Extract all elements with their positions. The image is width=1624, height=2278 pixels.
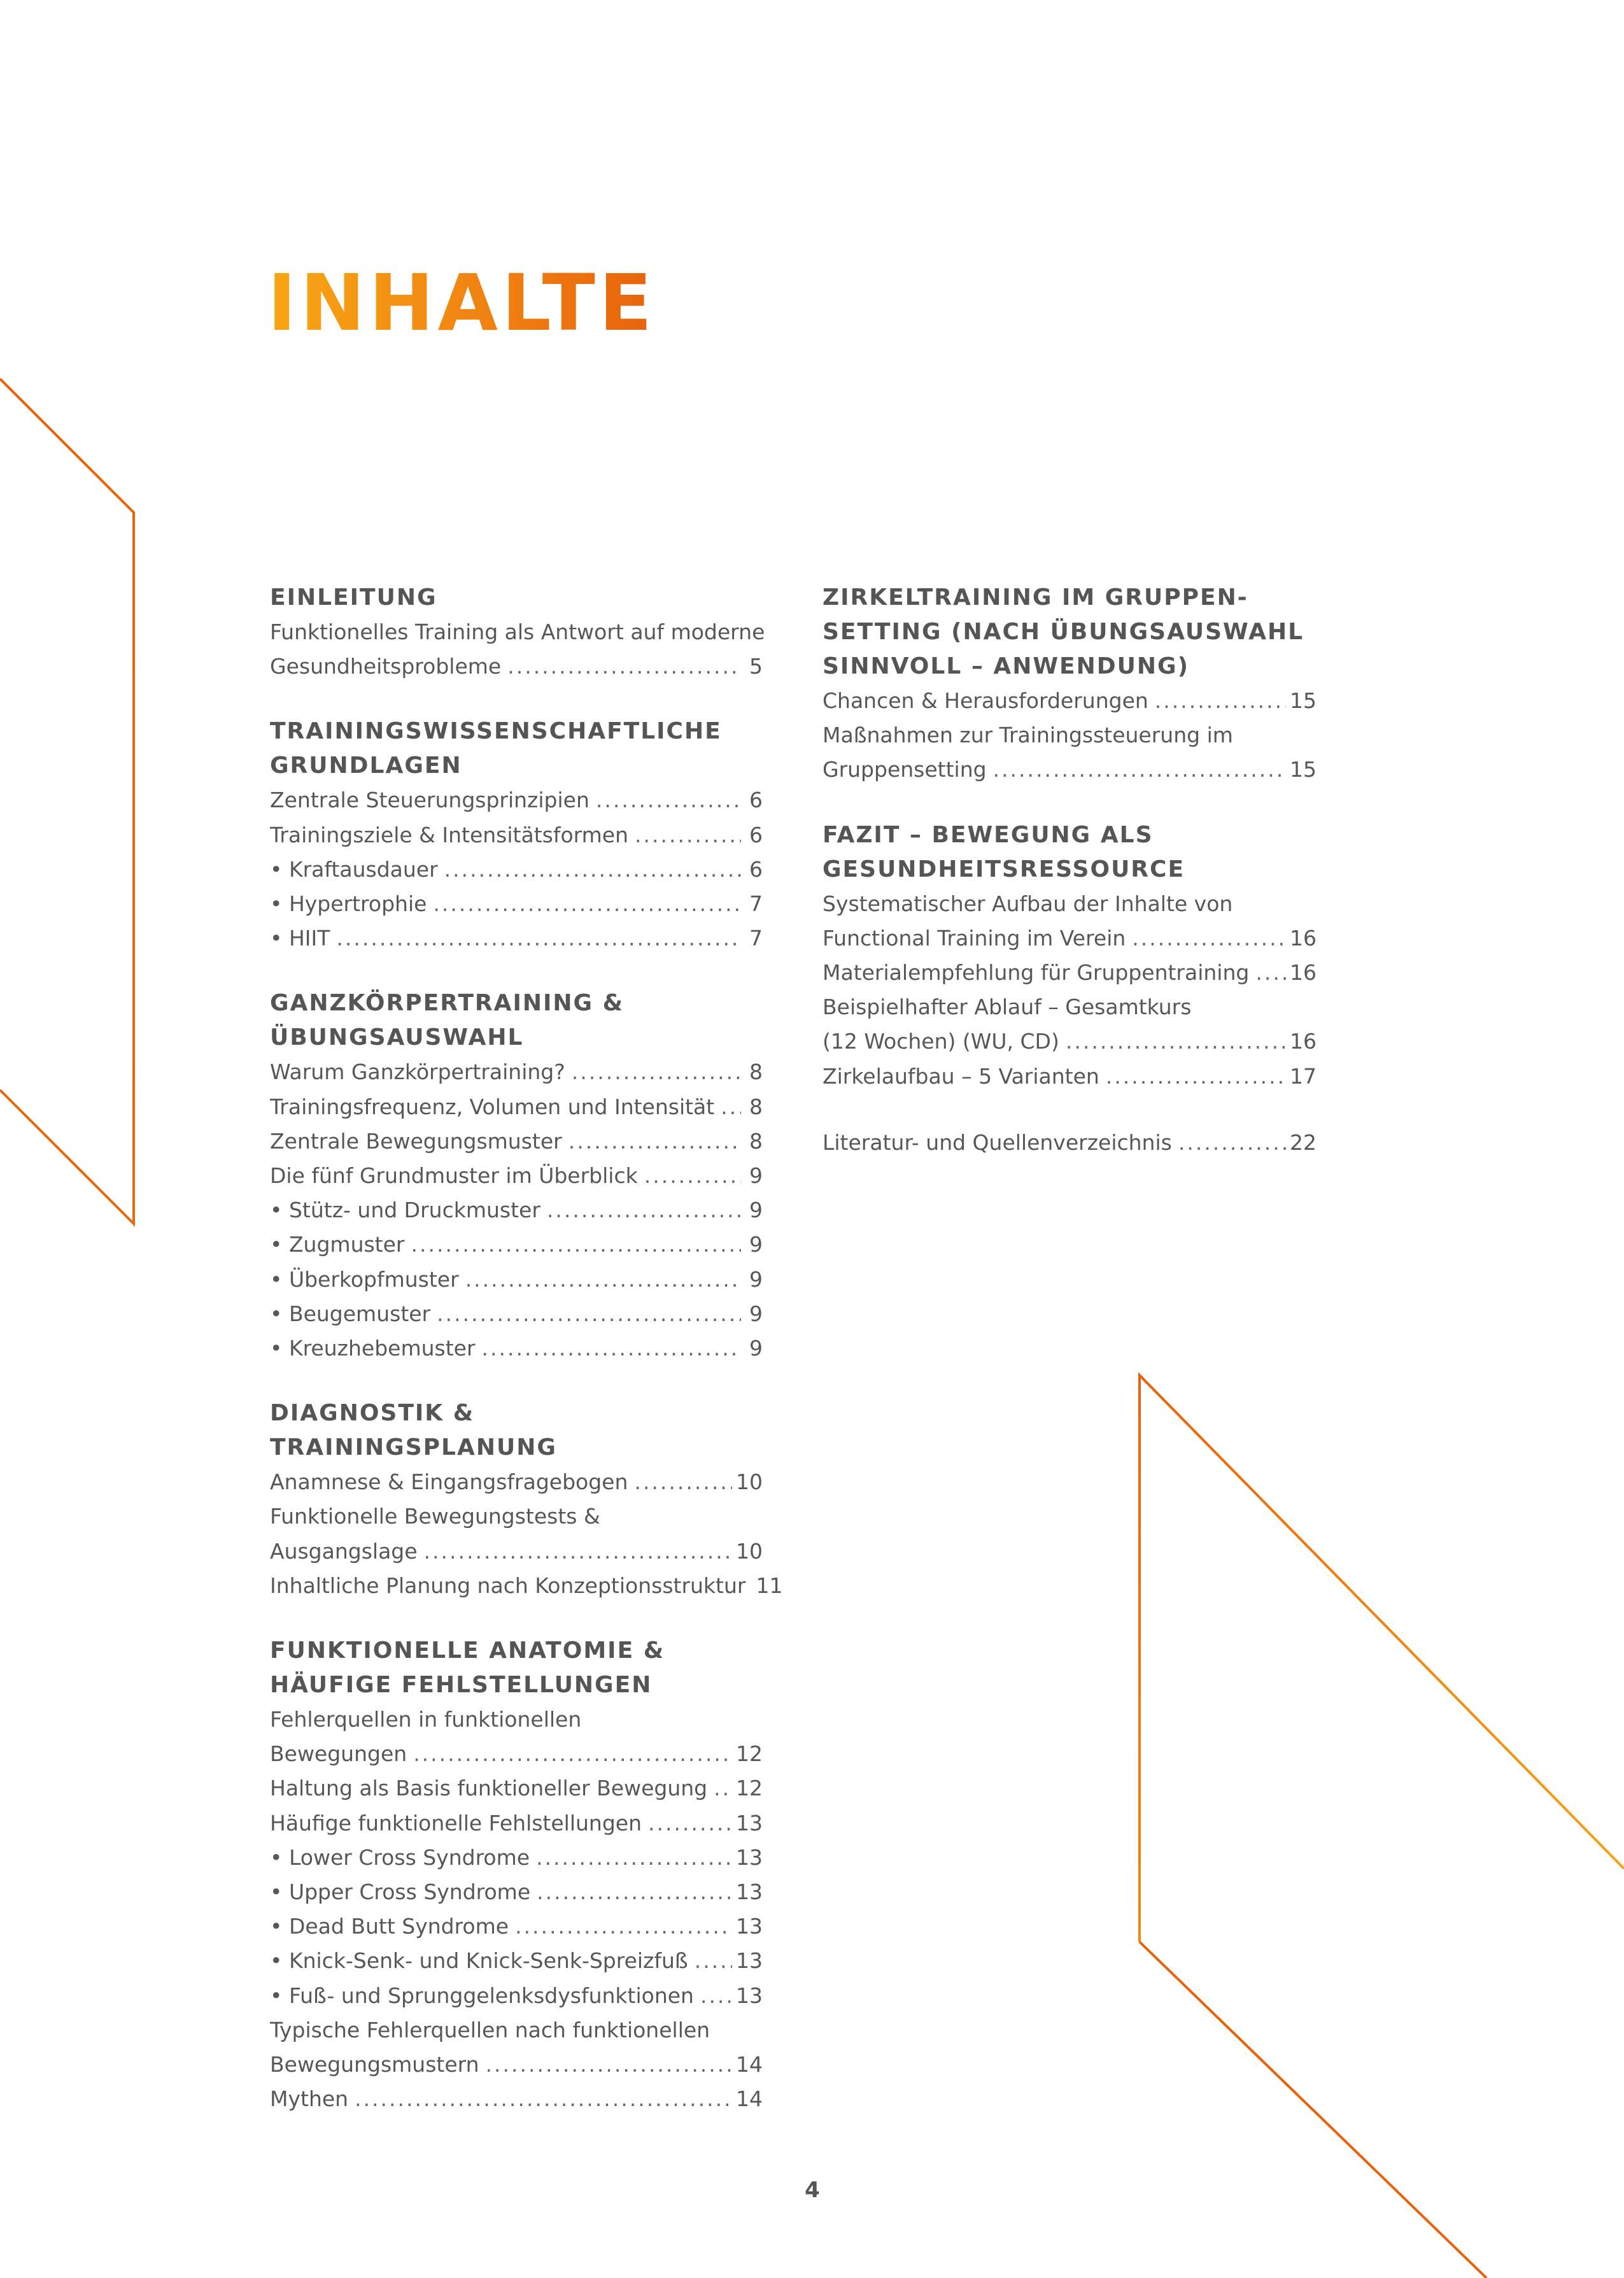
toc-entry[interactable]: [270, 1055, 763, 1089]
toc-text-line: Maßnahmen zur Trainingssteuerung im: [823, 723, 1233, 748]
dot-leader: [507, 649, 741, 684]
section-heading: [270, 1634, 763, 1702]
section-heading: [823, 581, 1317, 684]
dot-leader: [721, 1090, 741, 1124]
toc-left-column: [270, 581, 783, 2147]
toc-text-line: Funktionelle Bewegungstests &: [270, 1504, 600, 1529]
toc-entry-label: • Fuß- und Sprunggelenksdysfunktionen: [270, 1983, 694, 2008]
toc-entry[interactable]: [823, 1126, 1317, 1160]
dot-leader: [1155, 684, 1286, 718]
toc-entry-page: 6: [749, 788, 763, 813]
toc-entry-page: 6: [749, 856, 763, 882]
dot-leader: [644, 1159, 741, 1193]
dot-leader: [515, 1909, 732, 1944]
toc-entry-page: 13: [736, 1948, 763, 1974]
toc-entry[interactable]: [270, 1263, 763, 1297]
toc-entry-page: 12: [736, 1741, 763, 1767]
dot-leader: [648, 1806, 732, 1841]
dot-leader: [635, 818, 741, 852]
toc-entry-page: 7: [749, 891, 763, 917]
toc-entry[interactable]: [270, 1944, 763, 1978]
dot-leader: [465, 1263, 741, 1297]
toc-entry-page: 10: [736, 1469, 763, 1495]
toc-text-line: Fehlerquellen in funktionellen: [270, 1707, 582, 1732]
toc-section: [823, 581, 1317, 788]
toc-entry[interactable]: [270, 2082, 763, 2116]
toc-entry[interactable]: [270, 1806, 763, 1841]
toc-section: [270, 986, 763, 1366]
toc-entry-label: Gruppensetting: [823, 757, 987, 782]
toc-entry[interactable]: [270, 1297, 763, 1331]
section-heading-line: ZIRKELTRAINING IM GRUPPEN-: [823, 584, 1248, 611]
toc-entry-label: Mythen: [270, 2086, 349, 2112]
toc-entry-label: Ausgangslage: [270, 1538, 418, 1564]
page-title: INHALTE: [267, 255, 656, 352]
toc-entry-page: 14: [736, 2052, 763, 2077]
dot-leader: [437, 1297, 741, 1331]
section-heading-line: SETTING (NACH ÜBUNGSAUSWAHL: [823, 619, 1304, 645]
toc-entry[interactable]: [270, 1124, 763, 1159]
right-decorative-line-bottom: [1140, 1942, 1486, 2278]
dot-leader: [486, 2048, 732, 2082]
section-heading-line: GANZKÖRPERTRAINING &: [270, 990, 624, 1017]
right-decorative-line-top: [1140, 1375, 1624, 1942]
toc-entry-page: 16: [1290, 960, 1317, 986]
toc-entry-label: Bewegungsmustern: [270, 2052, 479, 2077]
toc-entry-page: 9: [749, 1163, 763, 1189]
toc-entry[interactable]: [823, 956, 1317, 990]
toc-entry[interactable]: [270, 1569, 783, 1603]
toc-section: [823, 818, 1317, 1094]
toc-entry-label: (12 Wochen) (WU, CD): [823, 1029, 1059, 1054]
toc-entry-page: 8: [749, 1094, 763, 1119]
toc-entry[interactable]: [270, 1193, 763, 1227]
toc-entry-label: Häufige funktionelle Fehlstellungen: [270, 1810, 642, 1836]
toc-entry-page: 13: [736, 1844, 763, 1870]
toc-entry-label: • Lower Cross Syndrome: [270, 1844, 530, 1870]
section-heading-line: HÄUFIGE FEHLSTELLUNGEN: [270, 1672, 653, 1699]
dot-leader: [537, 1875, 732, 1909]
toc-entry-label: • Dead Butt Syndrome: [270, 1914, 509, 1939]
toc-entry-page: 7: [749, 926, 763, 951]
left-decorative-line: [0, 379, 134, 1224]
toc-text-line: Funktionelles Training als Antwort auf moderne: [270, 619, 765, 644]
dot-leader: [424, 1534, 732, 1569]
toc-entry[interactable]: [270, 649, 763, 684]
toc-entry-label: Zirkelaufbau – 5 Varianten: [823, 1063, 1099, 1089]
toc-entry-label: • HIIT: [270, 926, 330, 951]
toc-entry-page: 15: [1290, 688, 1317, 713]
section-heading-line: GRUNDLAGEN: [270, 753, 462, 779]
toc-entry-page: 22: [1290, 1129, 1317, 1155]
toc-entry[interactable]: [270, 1090, 763, 1124]
toc-entry-label: • Beugemuster: [270, 1301, 431, 1326]
section-heading-line: GESUNDHEITSRESSOURCE: [823, 856, 1185, 882]
toc-entry-page: 12: [736, 1776, 763, 1801]
toc-entry[interactable]: [270, 1979, 763, 2013]
dot-leader: [993, 753, 1286, 787]
toc-entry[interactable]: [823, 753, 1317, 787]
toc-entry-label: • Überkopfmuster: [270, 1266, 459, 1292]
toc-entry-label: • Upper Cross Syndrome: [270, 1879, 531, 1905]
toc-entry-label: • Zugmuster: [270, 1232, 405, 1257]
dot-leader: [572, 1055, 741, 1089]
toc-entry-page: 9: [749, 1301, 763, 1326]
toc-entry-page: 9: [749, 1198, 763, 1223]
toc-entry[interactable]: [270, 1331, 763, 1366]
toc-entry[interactable]: [270, 887, 763, 921]
toc-entry[interactable]: [823, 684, 1317, 718]
toc-entry-page: 13: [736, 1810, 763, 1836]
toc-entry-label: Chancen & Herausforderungen: [823, 688, 1148, 713]
section-heading: [270, 1396, 763, 1465]
toc-entry-page: 9: [749, 1266, 763, 1292]
toc-entry-page: 16: [1290, 925, 1317, 951]
toc-entry-page: 17: [1290, 1063, 1317, 1089]
toc-entry[interactable]: [270, 921, 763, 956]
toc-text-line: Systematischer Aufbau der Inhalte von: [823, 891, 1233, 916]
section-heading: [823, 818, 1317, 887]
dot-leader: [355, 2082, 732, 2116]
toc-entry[interactable]: [823, 1059, 1317, 1094]
toc-text-line: Typische Fehlerquellen nach funktionellen: [270, 2017, 710, 2042]
toc-entry[interactable]: [270, 1159, 763, 1193]
toc-entry-label: • Knick-Senk- und Knick-Senk-Spreizfuß: [270, 1948, 688, 1974]
toc-entry-label: • Hypertrophie: [270, 891, 427, 917]
dot-leader: [547, 1193, 741, 1227]
dot-leader: [700, 1979, 732, 2013]
section-heading-line: ÜBUNGSAUSWAHL: [270, 1024, 524, 1051]
toc-entry[interactable]: [270, 1465, 763, 1499]
toc-right-column: [823, 581, 1317, 1191]
toc-entry[interactable]: [270, 1771, 763, 1806]
toc-entry-label: Die fünf Grundmuster im Überblick: [270, 1163, 638, 1189]
toc-entry-label: Warum Ganzkörpertraining?: [270, 1059, 565, 1085]
dot-leader: [433, 887, 741, 921]
dot-leader: [568, 1124, 741, 1159]
toc-entry[interactable]: [270, 852, 763, 887]
toc-entry-label: Trainingsziele & Intensitätsformen: [270, 822, 628, 847]
toc-entry-label: Trainingsfrequenz, Volumen und Intensität: [270, 1094, 715, 1119]
dot-leader: [1106, 1059, 1286, 1094]
toc-entry-page: 8: [749, 1059, 763, 1085]
toc-text-line: Beispielhafter Ablauf – Gesamtkurs: [823, 994, 1192, 1020]
toc-entry-label: Bewegungen: [270, 1741, 407, 1767]
toc-entry-label: • Kreuzhebemuster: [270, 1336, 476, 1361]
dot-leader: [444, 852, 741, 887]
toc-entry-page: 6: [749, 822, 763, 847]
toc-entry[interactable]: [270, 783, 763, 817]
section-heading-line: TRAININGSWISSENSCHAFTLICHE: [270, 718, 722, 745]
toc-entry-label: Anamnese & Eingangsfragebogen: [270, 1469, 628, 1495]
section-heading: [270, 986, 763, 1055]
dot-leader: [411, 1227, 742, 1262]
toc-entry-label: Inhaltliche Planung nach Konzeptionsstruktur: [270, 1573, 746, 1598]
toc-entry[interactable]: [270, 1841, 763, 1875]
section-heading-line: FUNKTIONELLE ANATOMIE &: [270, 1638, 665, 1664]
toc-section: [270, 1634, 763, 2116]
section-heading-line: EINLEITUNG: [270, 584, 437, 611]
toc-section: [270, 581, 763, 684]
toc-section: [823, 1126, 1317, 1160]
section-heading-line: FAZIT – BEWEGUNG ALS: [823, 821, 1154, 848]
toc-entry-page: 5: [749, 654, 763, 679]
toc-entry[interactable]: [823, 1024, 1317, 1059]
toc-entry-page: 13: [736, 1879, 763, 1905]
section-heading: [270, 581, 763, 615]
toc-section: [270, 714, 763, 956]
dot-leader: [634, 1465, 732, 1499]
toc-entry-page: 9: [749, 1232, 763, 1257]
toc-entry-label: Materialempfehlung für Gruppentraining: [823, 960, 1250, 986]
toc-entry-label: Literatur- und Quellenverzeichnis: [823, 1129, 1172, 1155]
toc-entry-page: 9: [749, 1336, 763, 1361]
toc-entry-page: 8: [749, 1128, 763, 1154]
dot-leader: [1132, 921, 1286, 956]
toc-entry[interactable]: [270, 1909, 763, 1944]
toc-entry-page: 15: [1290, 757, 1317, 782]
toc-section: [270, 1396, 783, 1603]
section-heading-line: DIAGNOSTIK & TRAININGSPLANUNG: [270, 1400, 557, 1461]
dot-leader: [596, 783, 741, 817]
section-heading: [270, 714, 763, 783]
dot-leader: [336, 921, 741, 956]
section-heading-line: SINNVOLL – ANWENDUNG): [823, 653, 1190, 679]
toc-entry-page: 13: [736, 1914, 763, 1939]
toc-entry-page: 14: [736, 2086, 763, 2112]
toc-entry[interactable]: [823, 921, 1317, 956]
toc-entry-page: 13: [736, 1983, 763, 2008]
page-number: 4: [805, 2177, 820, 2203]
toc-entry[interactable]: [270, 818, 763, 852]
toc-entry[interactable]: [270, 1875, 763, 1909]
dot-leader: [1255, 956, 1286, 990]
dot-leader: [413, 1737, 732, 1771]
dot-leader: [714, 1771, 732, 1806]
toc-entry[interactable]: [270, 2048, 763, 2082]
toc-entry[interactable]: [270, 1227, 763, 1262]
dot-leader: [1178, 1126, 1286, 1160]
dot-leader: [536, 1841, 732, 1875]
toc-entry[interactable]: [270, 1737, 763, 1771]
toc-entry[interactable]: [270, 1534, 763, 1569]
toc-entry-label: Zentrale Steuerungsprinzipien: [270, 788, 590, 813]
toc-entry-label: • Kraftausdauer: [270, 856, 438, 882]
toc-entry-page: 11: [756, 1573, 783, 1598]
toc-entry-page: 16: [1290, 1029, 1317, 1054]
toc-entry-page: 10: [736, 1538, 763, 1564]
toc-entry-label: Zentrale Bewegungsmuster: [270, 1128, 562, 1154]
dot-leader: [1066, 1024, 1286, 1059]
toc-entry-label: Functional Training im Verein: [823, 925, 1126, 951]
toc-entry-label: • Stütz- und Druckmuster: [270, 1198, 540, 1223]
toc-entry-label: Gesundheitsprobleme: [270, 654, 502, 679]
dot-leader: [482, 1331, 741, 1366]
toc-entry-label: Haltung als Basis funktioneller Bewegung: [270, 1776, 708, 1801]
dot-leader: [695, 1944, 732, 1978]
